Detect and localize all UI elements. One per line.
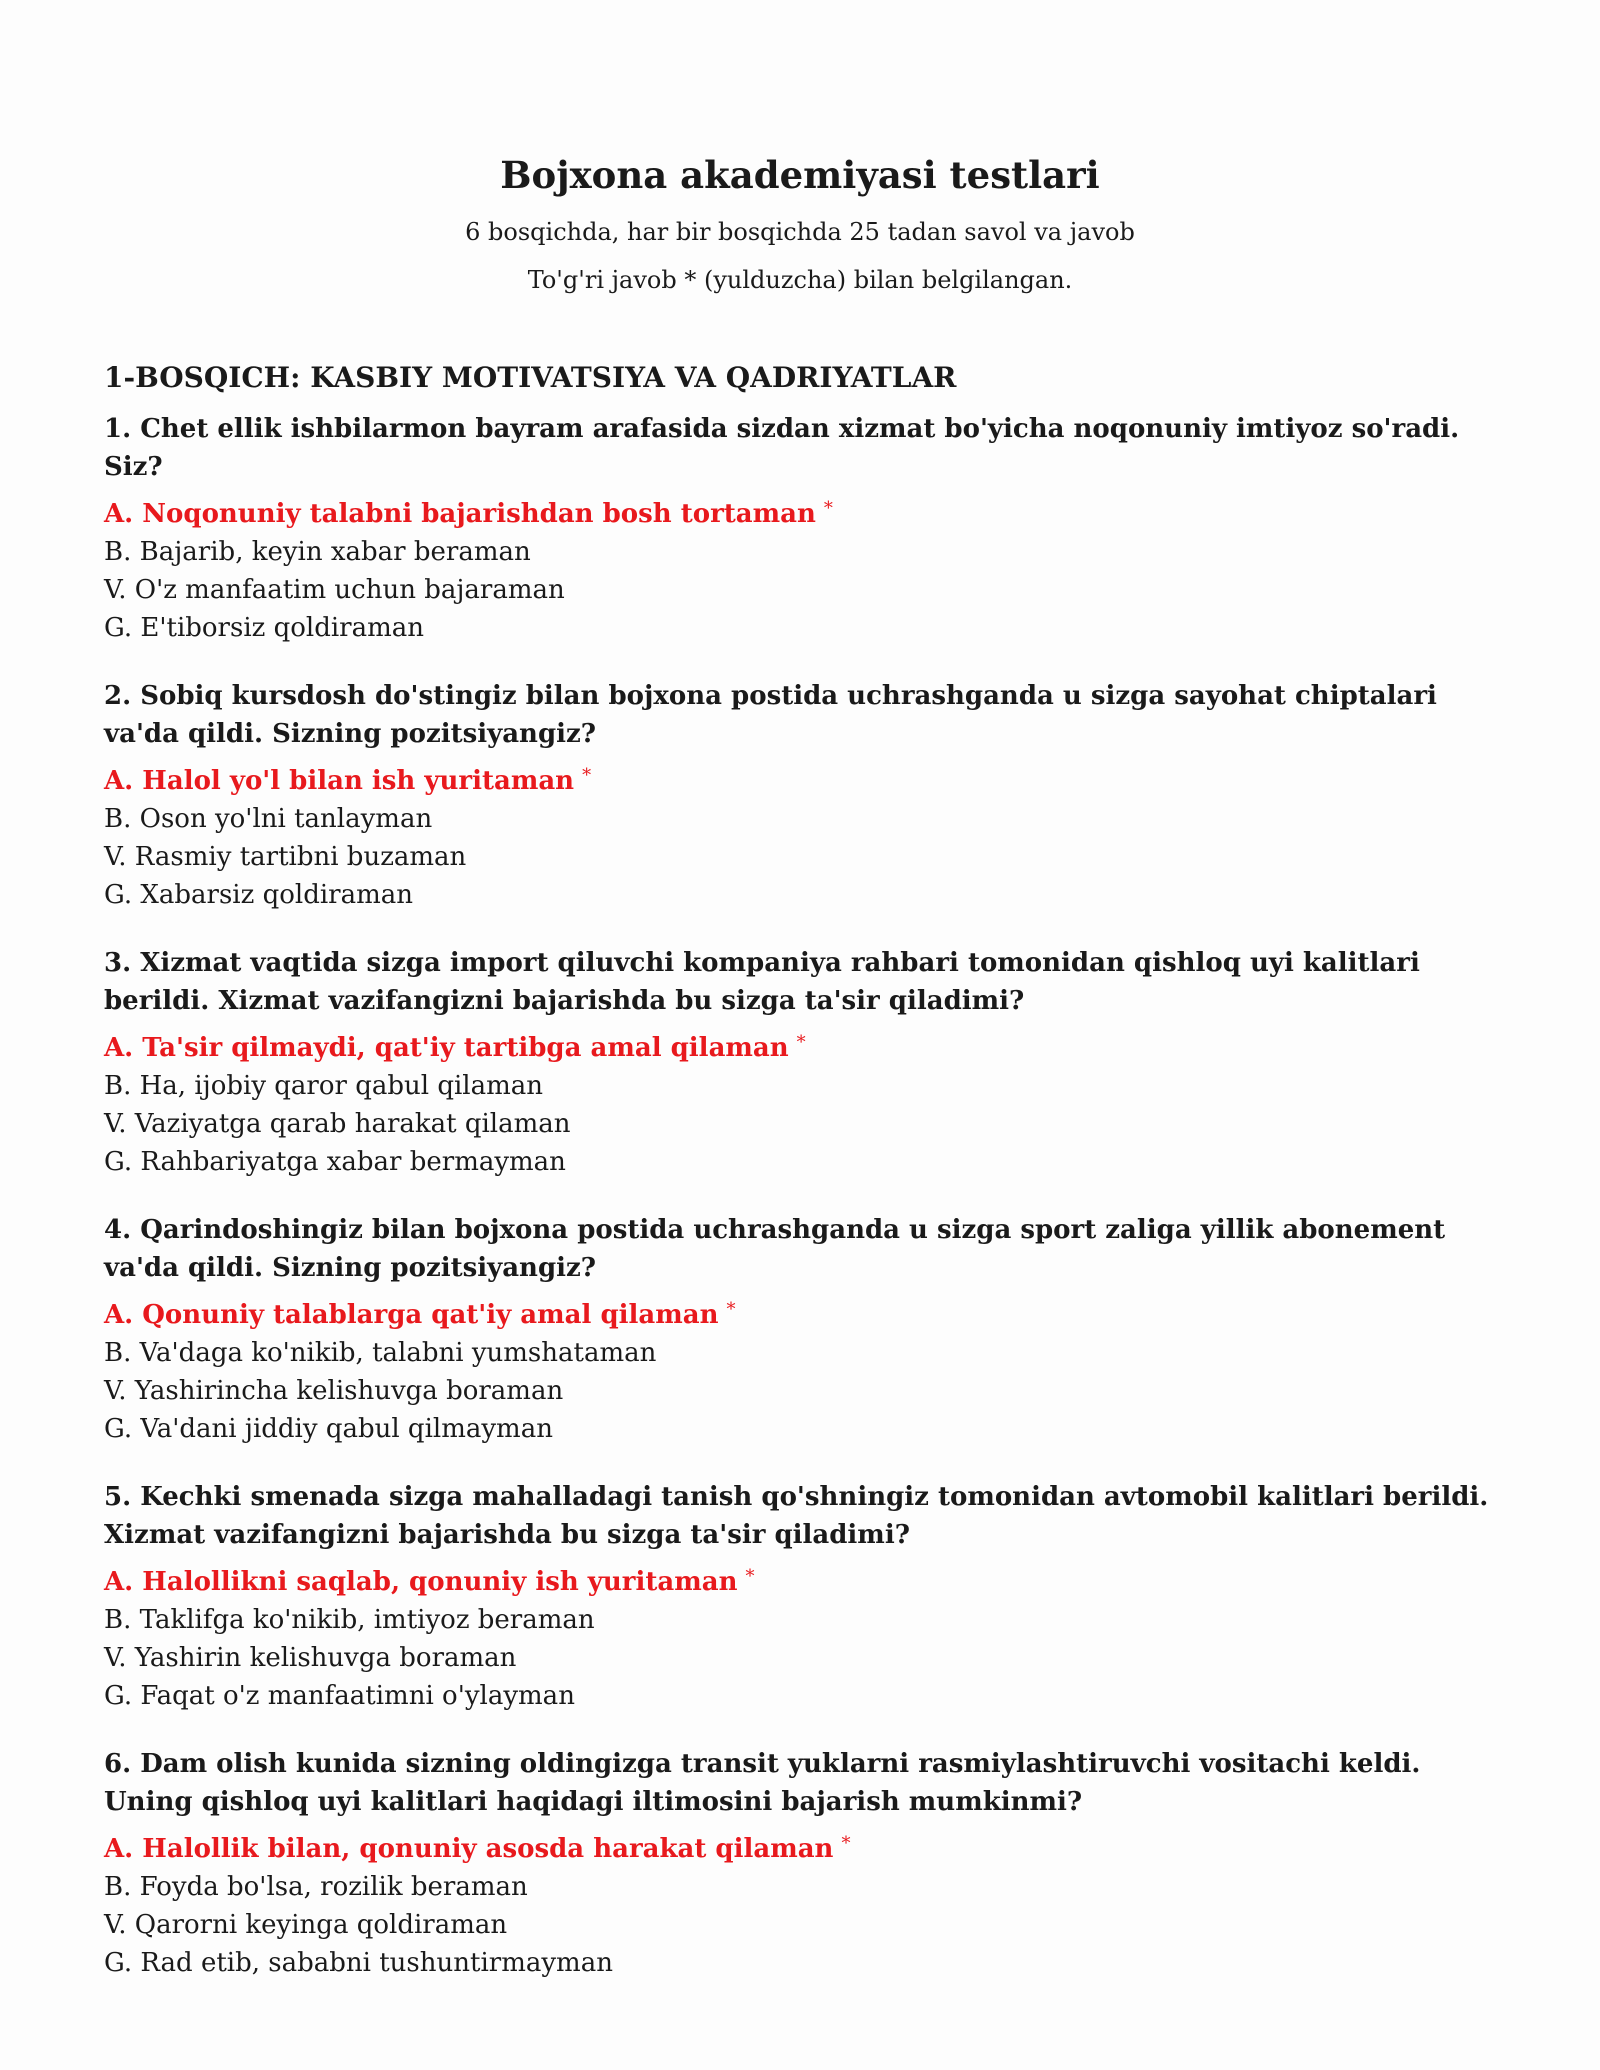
answer-option: G. E'tiborsiz qoldiraman <box>104 613 425 643</box>
answer-option-correct <box>104 1291 1496 1334</box>
answer-options <box>104 1024 1496 1181</box>
answer-option: V. Yashirin kelishuvga boraman <box>104 1643 517 1673</box>
answer-label: A. Halollikni saqlab, qonuniy ish yuritaman <box>104 1567 738 1597</box>
correct-star-mark: * <box>582 765 592 786</box>
answer-option: B. Bajarib, keyin xabar beraman <box>104 537 531 567</box>
question-text: 5. Kechki smenada sizga mahalladagi tanish qo'shningiz tomonidan avtomobil kalitlari berildi. Xizmat vazifangizni bajarishda bu sizga ta'sir qiladimi? <box>104 1482 1489 1550</box>
answer-option: B. Foyda bo'lsa, rozilik beraman <box>104 1872 528 1902</box>
question-2 <box>104 677 1496 914</box>
answer-option: B. Oson yo'lni tanlayman <box>104 804 433 834</box>
answer-option: B. Ha, ijobiy qaror qabul qilaman <box>104 1071 543 1101</box>
question-text: 2. Sobiq kursdosh do'stingiz bilan bojxona postida uchrashganda u sizga sayohat chiptalari va'da qildi. Sizning pozitsiyangiz? <box>104 681 1437 749</box>
answer-option-correct <box>104 490 1496 533</box>
answer-option: G. Faqat o'z manfaatimni o'ylayman <box>104 1681 575 1711</box>
question-5 <box>104 1478 1496 1715</box>
answer-option: V. Vaziyatga qarab harakat qilaman <box>104 1109 571 1139</box>
question-6 <box>104 1745 1496 1982</box>
correct-star-mark: * <box>796 1032 806 1053</box>
document-note: To'g'ri javob * (yulduzcha) bilan belgilangan. <box>527 266 1073 294</box>
answer-options <box>104 757 1496 914</box>
answer-option: B. Taklifga ko'nikib, imtiyoz beraman <box>104 1605 595 1635</box>
answer-options <box>104 1291 1496 1448</box>
answer-options <box>104 490 1496 647</box>
section-title: 1-BOSQICH: KASBIY MOTIVATSIYA VA QADRIYATLAR <box>104 361 957 394</box>
answer-option: G. Xabarsiz qoldiraman <box>104 880 413 910</box>
answer-option: G. Rahbariyatga xabar bermayman <box>104 1147 566 1177</box>
answer-option: V. Yashirincha kelishuvga boraman <box>104 1376 564 1406</box>
answer-option: V. O'z manfaatim uchun bajaraman <box>104 575 565 605</box>
answer-label: A. Noqonuniy talabni bajarishdan bosh tortaman <box>104 499 816 529</box>
correct-star-mark: * <box>745 1566 755 1587</box>
answer-label: A. Ta'sir qilmaydi, qat'iy tartibga amal qilaman <box>104 1033 789 1063</box>
document-title: Bojxona akademiyasi testlari <box>500 153 1100 197</box>
question-text: 1. Chet ellik ishbilarmon bayram arafasida sizdan xizmat bo'yicha noqonuniy imtiyoz so'radi. Siz? <box>104 414 1460 482</box>
answer-options <box>104 1825 1496 1982</box>
answer-option-correct <box>104 1825 1496 1868</box>
correct-star-mark: * <box>823 498 833 519</box>
answer-option: B. Va'daga ko'nikib, talabni yumshataman <box>104 1338 657 1368</box>
answer-option: V. Qarorni keyinga qoldiraman <box>104 1910 508 1940</box>
answer-option-correct <box>104 1024 1496 1067</box>
answer-label: A. Qonuniy talablarga qat'iy amal qilaman <box>104 1300 719 1330</box>
answer-option-correct <box>104 757 1496 800</box>
question-1 <box>104 410 1496 647</box>
correct-star-mark: * <box>726 1299 736 1320</box>
answer-label: A. Halol yo'l bilan ish yuritaman <box>104 766 575 796</box>
correct-star-mark: * <box>841 1833 851 1854</box>
question-text: 3. Xizmat vaqtida sizga import qiluvchi kompaniya rahbari tomonidan qishloq uyi kalitlari berildi. Xizmat vazifangizni bajarishda bu sizga ta'sir qiladimi? <box>104 948 1420 1016</box>
question-3 <box>104 944 1496 1181</box>
answer-option: G. Va'dani jiddiy qabul qilmayman <box>104 1414 553 1444</box>
answer-options <box>104 1558 1496 1715</box>
question-text: 6. Dam olish kunida sizning oldingizga transit yuklarni rasmiylashtiruvchi vositachi keldi. Uning qishloq uyi kalitlari haqidagi iltimosini bajarish mumkinmi? <box>104 1749 1421 1817</box>
question-text: 4. Qarindoshingiz bilan bojxona postida uchrashganda u sizga sport zaliga yillik abonement va'da qildi. Sizning pozitsiyangiz? <box>104 1215 1446 1283</box>
question-4 <box>104 1211 1496 1448</box>
answer-option: G. Rad etib, sababni tushuntirmayman <box>104 1948 613 1978</box>
answer-option-correct <box>104 1558 1496 1601</box>
answer-option: V. Rasmiy tartibni buzaman <box>104 842 467 872</box>
document-subtitle: 6 bosqichda, har bir bosqichda 25 tadan savol va javob <box>465 218 1135 246</box>
answer-label: A. Halollik bilan, qonuniy asosda harakat qilaman <box>104 1834 834 1864</box>
